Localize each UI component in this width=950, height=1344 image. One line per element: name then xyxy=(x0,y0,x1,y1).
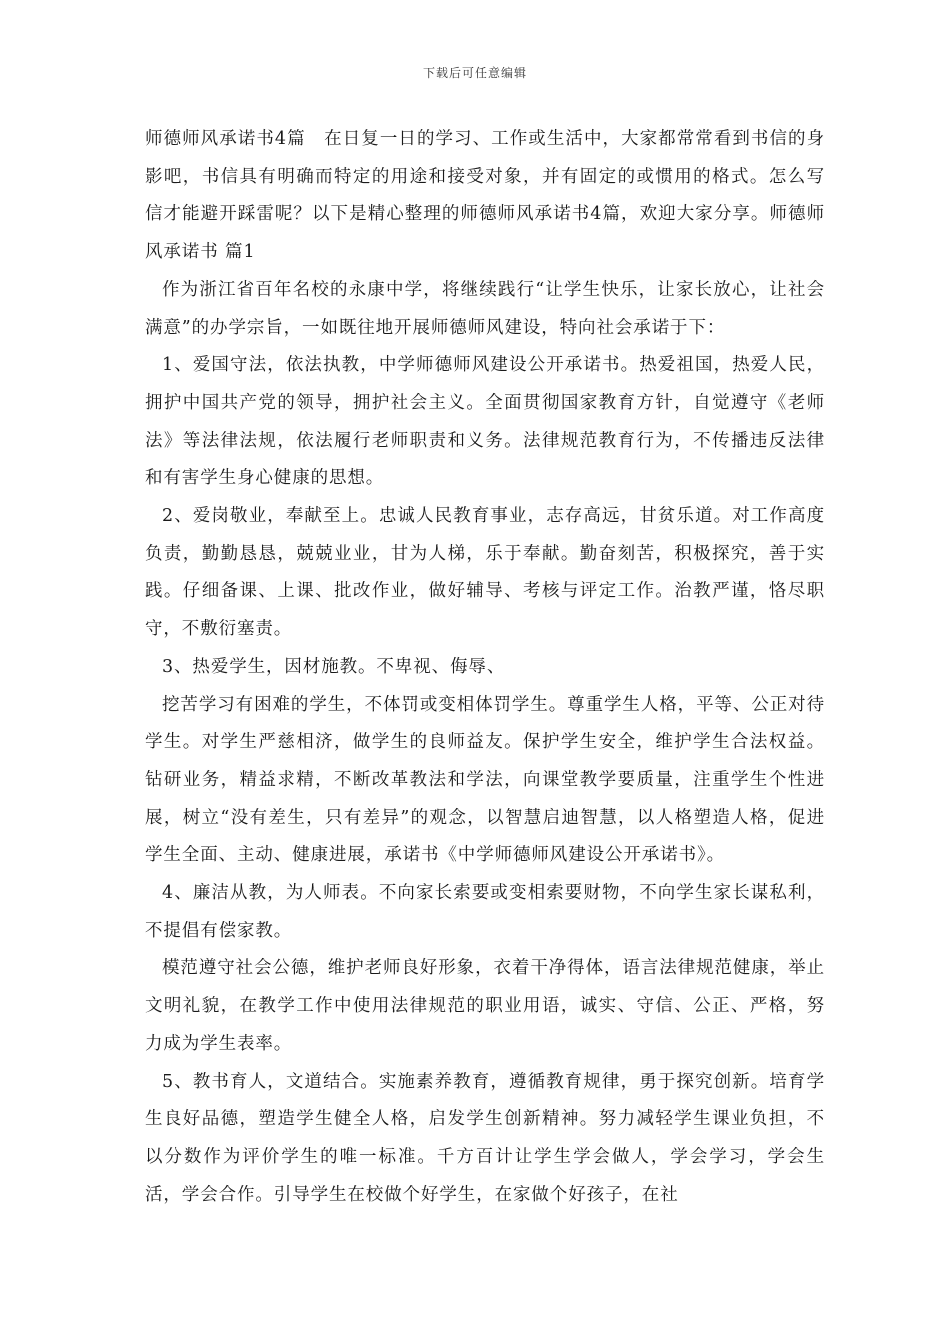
paragraph-school-pledge: 作为浙江省百年名校的永康中学，将继续践行“让学生快乐，让家长放心，让社会满意”的办学宗旨，一如既往地开展师德师风建设，特向社会承诺于下： xyxy=(145,279,825,338)
paragraph-item-3-cont: 挖苦学习有困难的学生，不体罚或变相体罚学生。尊重学生人格，平等、公正对待学生。对学生严慈相济，做学生的良师益友。保护学生安全，维护学生合法权益。钻研业务，精益求精，不断改革教法和学法，向课堂教学要质量，注重学生个性进展，树立“没有差生，只有差异”的观念，以智慧启迪智慧，以人格塑造人格，促进学生全面、主动、健康进展，承诺书《中学师德师风建设公开承诺书》。 xyxy=(145,694,825,866)
paragraph-item-4: 4、廉洁从教，为人师表。不向家长索要或变相索要财物，不向学生家长谋私利，不提倡有偿家教。 xyxy=(145,883,825,941)
paragraph-item-3: 3、热爱学生，因材施教。不卑视、侮辱、 xyxy=(162,656,506,677)
paragraph-item-2: 2、爱岗敬业，奉献至上。忠诚人民教育事业，志存高远，甘贫乐道。对工作高度负责，勤勤恳恳，兢兢业业，甘为人梯，乐于奉献。勤奋刻苦，积极探究，善于实践。仔细备课、上课、批改作业，做好辅导、考核与评定工作。治教严谨，恪尽职守，不敷衍塞责。 xyxy=(145,506,825,640)
page-header: 下载后可任意编辑 xyxy=(422,66,527,80)
paragraph-item-4-cont: 模范遵守社会公德，维护老师良好形象，衣着干净得体，语言法律规范健康，举止文明礼貌，在教学工作中使用法律规范的职业用语，诚实、守信、公正、严格，努力成为学生表率。 xyxy=(145,958,825,1054)
paragraph-item-1: 1、爱国守法，依法执教，中学师德师风建设公开承诺书。热爱祖国，热爱人民，拥护中国共产党的领导，拥护社会主义。全面贯彻国家教育方针，自觉遵守《老师法》等法律法规，依法履行老师职责和义务。法律规范教育行为，不传播违反法律和有害学生身心健康的思想。 xyxy=(145,355,825,489)
paragraph-item-5: 5、教书育人，文道结合。实施素养教育，遵循教育规律，勇于探究创新。培育学生良好品德，塑造学生健全人格，启发学生创新精神。努力减轻学生课业负担，不以分数作为评价学生的唯一标准。千方百计让学生学会做人，学会学习，学会生活，学会合作。引导学生在校做个好学生，在家做个好孩子，在社 xyxy=(145,1071,825,1205)
document-body xyxy=(145,121,825,1214)
intro-paragraph: 师德师风承诺书4篇 在日复一日的学习、工作或生活中，大家都常常看到书信的身影吧，书信具有明确而特定的用途和接受对象，并有固定的或惯用的格式。怎么写信才能避开踩雷呢？以下是精心整理的师德师风承诺书4篇，欢迎大家分享。师德师风承诺书 篇1 xyxy=(145,129,825,263)
